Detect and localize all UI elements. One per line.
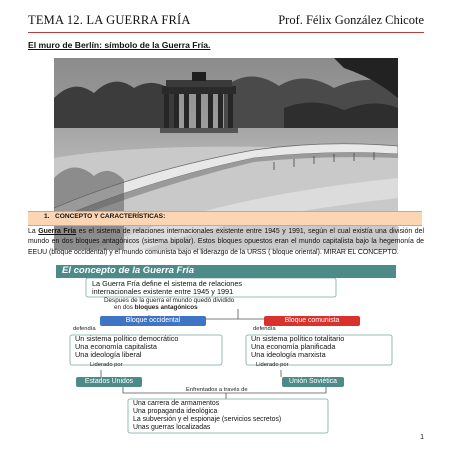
confronted-label: Enfrentados a través de [186,387,248,393]
diagram-division-line-2 [114,304,198,311]
paragraph-key-term: Guerra Fría [38,228,77,235]
header-divider [28,32,424,33]
section-number: 1. [44,213,50,220]
west-item-1: Un sistema político democrático [75,334,179,343]
section-heading [44,213,165,220]
paragraph-body: es el sistema de relaciones internacionales existente entre 1945 y 1991, según el cual existía una división del mundo en dos bloques antagónicos (sistema bipolar). Estos bloques opuestos eran el mundo capitalista bajo la hegemonía de EEUU (bloque occidental) y el mundo comunista bajo el liderazgo de la URSS ( bloque oriental). MIRAR EL CONCEPTO. [28,228,424,256]
image-caption-heading: El muro de Berlín: símbolo de la Guerra Fría. [28,40,211,50]
section-title: CONCEPTO Y CARACTERÍSTICAS: [55,213,166,220]
division-prefix: en dos [114,304,135,311]
means-item-2: Una propaganda ideológica [133,408,218,415]
concept-paragraph [28,227,424,258]
page-number: 1 [420,434,424,441]
paragraph-lead: La [28,228,39,235]
west-bloc-label: Bloque occidental [100,316,206,326]
means-item-3: La subversión y el espionaje (servicios secretos) [133,416,282,423]
division-emphasis: bloques antagónicos [134,304,198,311]
east-item-1: Un sistema político totalitario [251,334,345,343]
means-item-4: Unas guerras localizadas [133,424,211,431]
west-defends-label: defendía [73,326,96,332]
author-name: Prof. Félix González Chicote [278,13,424,27]
east-item-3: Una ideología marxista [251,350,326,359]
diagram-intro-line-1: La Guerra Fría define el sistema de relaciones [92,279,243,288]
west-item-2: Una economía capitalista [75,342,157,351]
document-title: TEMA 12. LA GUERRA FRÍA [28,13,191,27]
west-leader-badge: Estados Unidos [76,377,142,387]
diagram-title: El concepto de la Guerra Fría [62,265,194,276]
east-led-by-label: Liderado por [256,362,289,368]
diagram-intro-line-2: internacionales existente entre 1945 y 1991 [92,287,234,296]
means-item-1: Una carrera de armamentos [133,400,220,407]
diagram-division-line-1: Despues de la guerra el mundo quedó dividido [104,297,235,304]
east-defends-label: defendía [253,326,276,332]
west-item-3: Una ideología liberal [75,350,142,359]
east-bloc-label: Bloque comunista [264,316,360,326]
west-led-by-label: Liderado por [90,362,123,368]
east-item-2: Una economía planificada [251,342,336,351]
diagram-title-bar [56,265,396,278]
east-leader-badge: Unión Soviética [282,377,344,387]
